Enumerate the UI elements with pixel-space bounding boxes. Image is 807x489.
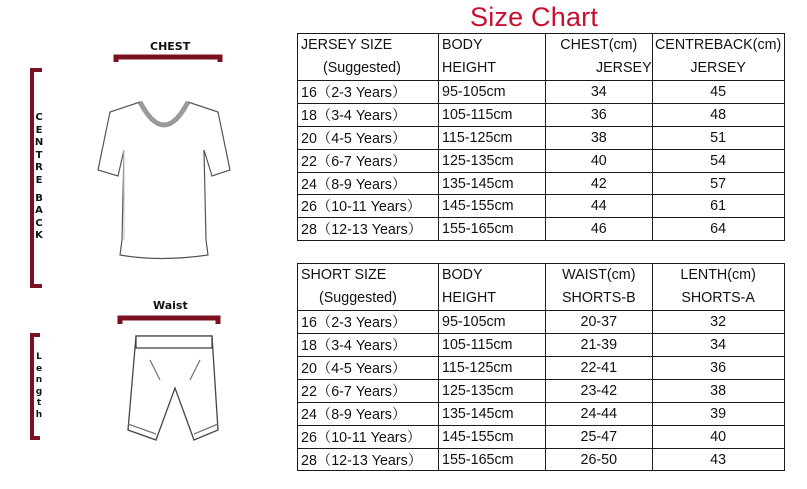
- size-cell: 24（8-9 Years）: [298, 172, 439, 195]
- height-cell: 115-125cm: [439, 357, 546, 380]
- height-cell: 95-105cm: [439, 311, 546, 334]
- length-header: LENTH(cm) SHORTS-A: [652, 264, 784, 311]
- measure-cell: 64: [652, 218, 784, 241]
- size-cell: 18（3-4 Years）: [298, 334, 439, 357]
- shorts-row: [298, 402, 785, 425]
- shorts-header-row: [298, 264, 785, 311]
- measure-cell: 40: [652, 425, 784, 448]
- shorts-row: [298, 448, 785, 471]
- measure-cell: 48: [652, 103, 784, 126]
- table-separator: [298, 241, 785, 264]
- measure-cell: 25-47: [546, 425, 653, 448]
- shorts-row: [298, 311, 785, 334]
- measure-cell: 36: [652, 357, 784, 380]
- size-cell: 16（2-3 Years）: [298, 81, 439, 104]
- jersey-row: [298, 218, 785, 241]
- shorts-row: [298, 425, 785, 448]
- tshirt-icon: [98, 102, 230, 259]
- measure-cell: 26-50: [546, 448, 653, 471]
- measure-cell: 39: [652, 402, 784, 425]
- measure-cell: 44: [546, 195, 653, 218]
- size-cell: 24（8-9 Years）: [298, 402, 439, 425]
- waist-header: WAIST(cm) SHORTS-B: [546, 264, 653, 311]
- measure-cell: 32: [652, 311, 784, 334]
- size-cell: 28（12-13 Years）: [298, 218, 439, 241]
- size-cell: 22（6-7 Years）: [298, 149, 439, 172]
- size-cell: 28（12-13 Years）: [298, 448, 439, 471]
- jersey-row: [298, 195, 785, 218]
- height-cell: 155-165cm: [439, 218, 546, 241]
- measure-cell: 45: [652, 81, 784, 104]
- jersey-row: [298, 81, 785, 104]
- short-size-header: SHORT SIZE (Suggested): [298, 264, 439, 311]
- height-cell: 125-135cm: [439, 149, 546, 172]
- jersey-header-row: [298, 34, 785, 81]
- height-cell: 125-135cm: [439, 379, 546, 402]
- shorts-icon: [128, 336, 218, 440]
- centre-back-label: C E N T R E B A C K: [34, 112, 44, 242]
- measure-cell: 23-42: [546, 379, 653, 402]
- measure-cell: 20-37: [546, 311, 653, 334]
- waist-label: Waist: [153, 299, 188, 312]
- height-cell: 145-155cm: [439, 195, 546, 218]
- measure-cell: 43: [652, 448, 784, 471]
- size-cell: 20（4-5 Years）: [298, 126, 439, 149]
- size-chart-title: Size Chart: [470, 2, 599, 32]
- jersey-size-header: JERSEY SIZE (Suggested): [298, 34, 439, 81]
- height-cell: 145-155cm: [439, 425, 546, 448]
- chest-bracket: [116, 57, 220, 62]
- measure-cell: 57: [652, 172, 784, 195]
- measure-cell: 54: [652, 149, 784, 172]
- height-cell: 155-165cm: [439, 448, 546, 471]
- measure-cell: 21-39: [546, 334, 653, 357]
- waist-bracket: [120, 318, 218, 324]
- measure-cell: 61: [652, 195, 784, 218]
- jersey-size-table: [297, 33, 785, 471]
- size-cell: 20（4-5 Years）: [298, 357, 439, 380]
- measure-cell: 24-44: [546, 402, 653, 425]
- chest-label: CHEST: [150, 40, 191, 53]
- measure-cell: 51: [652, 126, 784, 149]
- jersey-row: [298, 149, 785, 172]
- body-height-header: BODY HEIGHT: [439, 34, 546, 81]
- measure-cell: 46: [546, 218, 653, 241]
- shorts-row: [298, 357, 785, 380]
- measure-cell: 22-41: [546, 357, 653, 380]
- height-cell: 105-115cm: [439, 103, 546, 126]
- size-cell: 26（10-11 Years）: [298, 425, 439, 448]
- measure-cell: 42: [546, 172, 653, 195]
- jersey-row: [298, 103, 785, 126]
- garment-diagram: [0, 0, 290, 489]
- length-label: L e n g t h: [35, 352, 43, 420]
- measure-cell: 34: [652, 334, 784, 357]
- measure-cell: 34: [546, 81, 653, 104]
- measure-cell: 38: [652, 379, 784, 402]
- shorts-row: [298, 379, 785, 402]
- height-cell: 135-145cm: [439, 172, 546, 195]
- measure-cell: 38: [546, 126, 653, 149]
- measure-cell: 40: [546, 149, 653, 172]
- height-cell: 115-125cm: [439, 126, 546, 149]
- shorts-row: [298, 334, 785, 357]
- centreback-header: CENTREBACK(cm) JERSEY: [652, 34, 784, 81]
- size-cell: 26（10-11 Years）: [298, 195, 439, 218]
- size-cell: 22（6-7 Years）: [298, 379, 439, 402]
- jersey-row: [298, 126, 785, 149]
- measure-cell: 36: [546, 103, 653, 126]
- height-cell: 95-105cm: [439, 81, 546, 104]
- height-cell: 105-115cm: [439, 334, 546, 357]
- chest-header: CHEST(cm) JERSEY: [546, 34, 653, 81]
- shorts-body-height-header: BODY HEIGHT: [439, 264, 546, 311]
- jersey-row: [298, 172, 785, 195]
- height-cell: 135-145cm: [439, 402, 546, 425]
- size-cell: 18（3-4 Years）: [298, 103, 439, 126]
- size-cell: 16（2-3 Years）: [298, 311, 439, 334]
